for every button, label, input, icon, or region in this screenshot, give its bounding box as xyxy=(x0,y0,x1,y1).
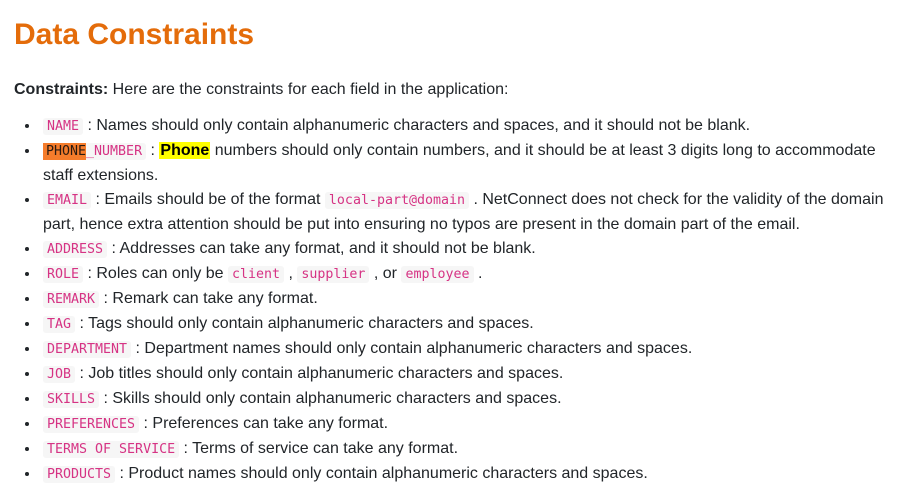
item-separator: , xyxy=(284,265,298,282)
field-code: TAG xyxy=(43,316,75,333)
item-separator: : xyxy=(146,142,160,159)
item-text-continued: . NetConnect does not check for the validity of the domain part, hence extra attention should be put into ensuring no typos are present in the domain part of the email. xyxy=(43,191,884,233)
constraints-list xyxy=(14,114,906,487)
page-title: Data Constraints xyxy=(14,18,255,51)
item-text: : Names should only contain alphanumeric characters and spaces, and it should not be blank. xyxy=(83,117,751,134)
list-item-job xyxy=(40,362,906,387)
list-item-products xyxy=(40,462,906,487)
role-option-code: client xyxy=(228,266,284,283)
item-text-end: . xyxy=(473,265,483,282)
field-code: PREFERENCES xyxy=(43,416,139,433)
field-code: NAME xyxy=(43,118,83,135)
list-item-department xyxy=(40,337,906,362)
list-item-name xyxy=(40,114,906,139)
item-separator: , or xyxy=(369,265,402,282)
item-text: : Tags should only contain alphanumeric characters and spaces. xyxy=(75,315,534,332)
item-text: : Emails should be of the format xyxy=(91,191,325,208)
role-option-code: supplier xyxy=(297,266,369,283)
item-text: : Roles can only be xyxy=(83,265,228,282)
list-item-phone-number xyxy=(40,139,906,188)
item-text: : Department names should only contain alphanumeric characters and spaces. xyxy=(131,340,693,357)
highlighted-word: Phone xyxy=(160,142,210,159)
list-item-role xyxy=(40,262,906,287)
item-text: : Terms of service can take any format. xyxy=(179,440,459,457)
item-text: : Product names should only contain alphanumeric characters and spaces. xyxy=(115,465,648,482)
item-text: numbers should only contain numbers, and it should be at least 3 digits long to accommodate staff extensions. xyxy=(43,142,876,184)
field-code: EMAIL xyxy=(43,192,91,209)
field-code: TERMS OF SERVICE xyxy=(43,441,179,458)
field-code: SKILLS xyxy=(43,391,99,408)
field-code: REMARK xyxy=(43,291,99,308)
list-item-terms-of-service xyxy=(40,437,906,462)
list-item-address xyxy=(40,237,906,262)
item-text: : Preferences can take any format. xyxy=(139,415,389,432)
field-code: DEPARTMENT xyxy=(43,341,131,358)
item-text: : Skills should only contain alphanumeric characters and spaces. xyxy=(99,390,562,407)
item-text: : Job titles should only contain alphanumeric characters and spaces. xyxy=(75,365,564,382)
item-text: : Addresses can take any format, and it should not be blank. xyxy=(107,240,536,257)
list-item-email xyxy=(40,188,906,237)
field-code: ROLE xyxy=(43,266,83,283)
intro-text: Here are the constraints for each field in the application: xyxy=(108,81,509,98)
field-code-rest: _NUMBER xyxy=(86,143,146,160)
field-code: ADDRESS xyxy=(43,241,107,258)
list-item-skills xyxy=(40,387,906,412)
list-item-remark xyxy=(40,287,906,312)
list-item-tag xyxy=(40,312,906,337)
intro-paragraph xyxy=(14,78,906,102)
field-code: JOB xyxy=(43,366,75,383)
highlighted-code-fragment: PHONE xyxy=(43,143,86,160)
list-item-preferences xyxy=(40,412,906,437)
intro-label: Constraints: xyxy=(14,81,109,98)
item-text: : Remark can take any format. xyxy=(99,290,318,307)
field-code-phone-number xyxy=(43,142,146,159)
role-option-code: employee xyxy=(401,266,473,283)
field-code: PRODUCTS xyxy=(43,466,115,483)
email-format-code: local-part@domain xyxy=(325,192,469,209)
